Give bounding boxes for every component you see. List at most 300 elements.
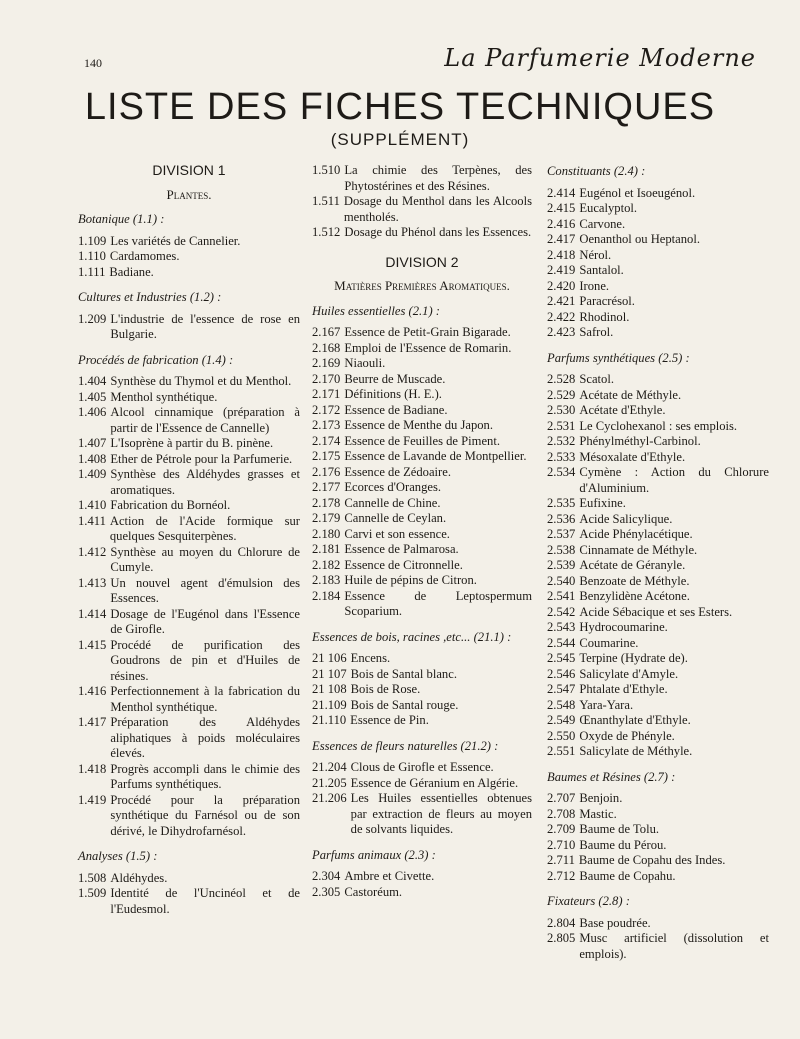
entry-title: Benzylidène Acétone. <box>579 589 690 603</box>
list-item <box>78 405 300 436</box>
list-item <box>547 496 769 512</box>
list-item <box>547 791 769 807</box>
entry-number: 1.511 <box>312 194 340 208</box>
list-item <box>547 263 769 279</box>
list-item <box>547 310 769 326</box>
entry-number: 1.407 <box>78 436 107 450</box>
entry-title: Alcool cinnamique (préparation à partir de l'Essence de Cannelle) <box>110 405 300 435</box>
entry-title: Phtalate d'Ethyle. <box>579 682 668 696</box>
section-heading: Analyses (1.5) : <box>78 849 158 863</box>
entry-number: 2.172 <box>312 402 341 417</box>
list-item <box>78 607 300 638</box>
entry-title: Huile de pépins de Citron. <box>344 573 477 587</box>
entry-number: 1.409 <box>78 467 107 481</box>
entry-number: 2.544 <box>547 635 576 650</box>
list-item <box>312 449 532 465</box>
list-item <box>78 234 300 250</box>
entry-number: 2.707 <box>547 791 576 805</box>
entry-number: 2.305 <box>312 884 341 899</box>
entry-title: Acide Salicylique. <box>579 511 673 526</box>
list-item <box>78 793 300 840</box>
entry-number: 2.422 <box>547 309 576 324</box>
entry-title: Baume de Tolu. <box>579 822 660 836</box>
entry-title: Cymène : Action du Chlorure d'Aluminium. <box>579 465 769 495</box>
entry-title: Œnanthylate d'Ethyle. <box>579 713 691 727</box>
list-item <box>78 467 300 498</box>
division-subheading: Plantes. <box>166 186 212 202</box>
entry-number: 2.177 <box>312 480 341 494</box>
entry-number: 1.406 <box>78 405 107 419</box>
entry-number: 2.805 <box>547 931 576 945</box>
list-item <box>312 698 532 714</box>
entry-number: 2.709 <box>547 822 576 836</box>
list-item <box>547 403 769 419</box>
entry-title: Essence de Citronnelle. <box>344 557 463 572</box>
entry-title: Acétate d'Ethyle. <box>579 403 666 417</box>
entry-number: 2.538 <box>547 542 576 557</box>
entry-number: 1.510 <box>312 163 341 177</box>
section-heading: Constituants (2.4) : <box>547 164 646 178</box>
entry-title: Baume de Copahu. <box>579 868 676 883</box>
entry-number: 1.415 <box>78 637 107 652</box>
entry-number: 2.545 <box>547 651 576 665</box>
entry-number: 1.209 <box>78 311 107 326</box>
entry-title: Perfectionnement à la fabrication du Menthol synthétique. <box>110 684 300 714</box>
entry-title: Nérol. <box>579 247 612 262</box>
entry-title: Eucalyptol. <box>579 201 638 215</box>
entry-number: 2.170 <box>312 371 341 386</box>
list-item <box>547 279 769 295</box>
list-item <box>312 387 532 403</box>
entry-number: 2.550 <box>547 728 576 743</box>
section-heading: Essences de bois, racines ,etc... (21.1) : <box>312 629 512 644</box>
entry-title: Procédé de purification des Goudrons de pin et d'Huiles de résines. <box>110 637 300 683</box>
entry-title: Carvone. <box>579 216 626 231</box>
entry-number: 2.543 <box>547 620 576 634</box>
division-subheading: Matières Premières Aromatiques. <box>334 278 510 293</box>
entry-number: 2.528 <box>547 372 576 386</box>
entry-number: 1.417 <box>78 715 107 729</box>
entry-title: Menthol synthétique. <box>110 389 218 404</box>
list-item <box>78 514 300 545</box>
entry-number: 2.418 <box>547 247 576 262</box>
entry-number: 21.204 <box>312 760 347 774</box>
entry-number: 2.536 <box>547 511 576 526</box>
entry-number: 1.111 <box>78 264 106 279</box>
entry-title: Beurre de Muscade. <box>344 371 446 386</box>
entry-title: Définitions (H. E.). <box>344 387 442 401</box>
entry-number: 2.712 <box>547 868 576 883</box>
entry-number: 2.423 <box>547 325 576 339</box>
entry-number: 2.548 <box>547 697 576 712</box>
list-item <box>312 791 532 838</box>
entry-title: Irone. <box>579 278 610 293</box>
entry-title: Salicylate d'Amyle. <box>579 666 679 681</box>
column-2 <box>312 163 532 900</box>
entry-title: Yara-Yara. <box>579 697 634 712</box>
list-item <box>547 589 769 605</box>
list-item <box>547 931 769 962</box>
page-title: LISTE DES FICHES TECHNIQUES <box>84 86 716 128</box>
entry-title: Essence de Menthe du Japon. <box>344 418 493 432</box>
entry-number: 2.710 <box>547 837 576 852</box>
list-item <box>312 496 532 512</box>
entry-number: 2.540 <box>547 573 576 588</box>
entry-title: Castoréum. <box>344 884 403 899</box>
entry-title: Essence de Feuilles de Piment. <box>344 433 500 448</box>
entry-title: La chimie des Terpènes, des Phytostérines et des Résines. <box>344 163 532 193</box>
entry-title: Le Cyclohexanol : ses emplois. <box>579 418 738 433</box>
entry-title: Bois de Santal blanc. <box>350 666 457 681</box>
list-item <box>547 465 769 496</box>
entry-title: Emploi de l'Essence de Romarin. <box>344 340 512 355</box>
entry-number: 2.180 <box>312 526 341 541</box>
entry-number: 1.408 <box>78 451 107 466</box>
section-heading: Procédés de fabrication (1.4) : <box>78 352 234 367</box>
entry-title: Base poudrée. <box>579 915 651 930</box>
list-item <box>312 589 532 620</box>
list-item <box>312 527 532 543</box>
entry-title: Essence de Petit-Grain Bigarade. <box>344 325 511 339</box>
list-item <box>312 885 532 901</box>
entry-title: Mésoxalate d'Ethyle. <box>579 449 686 464</box>
list-item <box>547 869 769 885</box>
list-item <box>312 356 532 372</box>
entry-title: Safrol. <box>579 325 614 339</box>
entry-number: 1.410 <box>78 498 107 512</box>
list-item <box>547 201 769 217</box>
column-1 <box>78 163 300 917</box>
entry-title: Cannelle de Chine. <box>344 495 441 510</box>
entry-number: 2.416 <box>547 216 576 231</box>
entry-title: Essence de Leptospermum Scoparium. <box>344 588 532 618</box>
list-item <box>547 527 769 543</box>
list-item <box>312 465 532 481</box>
entry-number: 2.531 <box>547 418 576 433</box>
entry-title: Carvi et son essence. <box>344 526 450 541</box>
list-item <box>547 574 769 590</box>
entry-number: 1.512 <box>312 225 341 239</box>
entry-title: Musc artificiel (dissolution et emplois). <box>579 931 769 961</box>
entry-title: Essence de Pin. <box>350 713 429 727</box>
entry-number: 2.541 <box>547 589 576 603</box>
division-heading: DIVISION 2 <box>385 253 459 270</box>
list-item <box>78 390 300 406</box>
entry-title: Cinnamate de Méthyle. <box>579 542 698 557</box>
list-item <box>547 294 769 310</box>
entry-number: 1.404 <box>78 374 107 388</box>
list-item <box>78 374 300 390</box>
list-item <box>78 886 300 917</box>
entry-number: 1.416 <box>78 684 107 698</box>
entry-number: 21.205 <box>312 775 347 790</box>
list-item <box>312 760 532 776</box>
entry-title: Ecorces d'Oranges. <box>344 480 442 494</box>
list-item <box>78 452 300 468</box>
entry-title: Eufixine. <box>579 496 626 510</box>
list-item <box>547 450 769 466</box>
list-item <box>312 511 532 527</box>
list-item <box>547 434 769 450</box>
list-item <box>547 388 769 404</box>
section-heading: Fixateurs (2.8) : <box>547 894 630 908</box>
section-heading: Parfums synthétiques (2.5) : <box>547 350 690 365</box>
entry-number: 1.509 <box>78 886 107 900</box>
list-item <box>547 916 769 932</box>
list-item <box>312 869 532 885</box>
list-item <box>312 667 532 683</box>
entry-number: 1.508 <box>78 870 107 885</box>
list-item <box>547 605 769 621</box>
entry-title: Dosage de l'Eugénol dans l'Essence de Girofle. <box>110 606 300 636</box>
entry-title: Préparation des Aldéhydes aliphatiques à poids moléculaires élevés. <box>110 715 300 760</box>
entry-title: Phénylméthyl-Carbinol. <box>579 434 701 448</box>
entry-title: Dosage du Phénol dans les Essences. <box>344 225 532 239</box>
section-heading: Essences de fleurs naturelles (21.2) : <box>312 738 499 753</box>
entry-number: 21.110 <box>312 713 347 727</box>
entry-number: 2.711 <box>547 853 575 867</box>
entry-number: 2.176 <box>312 464 341 479</box>
entry-title: Mastic. <box>579 806 617 821</box>
list-item <box>78 265 300 281</box>
list-item <box>78 762 300 793</box>
list-item <box>78 871 300 887</box>
list-item <box>312 194 532 225</box>
list-item <box>547 186 769 202</box>
entry-title: Hydrocoumarine. <box>579 620 668 634</box>
entry-title: Les variétés de Cannelier. <box>110 233 241 248</box>
entry-number: 2.534 <box>547 465 576 479</box>
entry-number: 2.535 <box>547 496 576 510</box>
section-heading: Huiles essentielles (2.1) : <box>312 303 441 318</box>
entry-number: 2.168 <box>312 340 341 355</box>
entry-number: 2.551 <box>547 744 576 758</box>
entry-number: 2.183 <box>312 573 341 587</box>
entry-number: 2.533 <box>547 449 576 464</box>
entry-number: 2.181 <box>312 542 341 556</box>
entry-title: Fabrication du Bornéol. <box>110 498 231 512</box>
entry-title: Eugénol et Isoeugénol. <box>579 185 696 200</box>
entry-title: Acétate de Méthyle. <box>579 387 682 402</box>
list-item <box>312 403 532 419</box>
entry-title: Rhodinol. <box>579 309 630 324</box>
entry-title: Essence de Zédoaire. <box>344 464 451 479</box>
entry-title: Bois de Santal rouge. <box>350 697 459 712</box>
entry-number: 2.174 <box>312 433 341 448</box>
list-item <box>547 543 769 559</box>
entry-number: 2.542 <box>547 604 576 619</box>
entry-number: 1.413 <box>78 575 107 590</box>
entry-number: 2.304 <box>312 869 341 883</box>
list-item <box>78 638 300 685</box>
entry-title: L'industrie de l'essence de rose en Bulgarie. <box>110 311 300 341</box>
entry-title: Terpine (Hydrate de). <box>579 651 688 665</box>
entry-number: 2.175 <box>312 449 341 463</box>
list-item <box>312 372 532 388</box>
entry-number: 1.414 <box>78 606 107 621</box>
list-item <box>547 807 769 823</box>
entry-number: 21.109 <box>312 697 347 712</box>
list-item <box>547 713 769 729</box>
entry-number: 21 106 <box>312 651 347 665</box>
entry-title: Dosage du Menthol dans les Alcools mentholés. <box>343 194 532 224</box>
entry-number: 2.182 <box>312 557 341 572</box>
entry-title: Identité de l'Uncinéol et de l'Eudesmol. <box>110 886 300 916</box>
entry-title: Cannelle de Ceylan. <box>344 511 447 525</box>
entry-number: 2.179 <box>312 511 341 525</box>
list-item <box>78 576 300 607</box>
entry-number: 21 108 <box>312 682 347 696</box>
list-item <box>78 498 300 514</box>
entry-title: Paracrésol. <box>579 294 635 308</box>
entry-number: 2.804 <box>547 915 576 930</box>
entry-number: 1.110 <box>78 249 106 263</box>
list-item <box>312 418 532 434</box>
entry-number: 2.532 <box>547 434 576 448</box>
column-3 <box>547 154 769 962</box>
list-item <box>547 217 769 233</box>
list-item <box>547 372 769 388</box>
entry-number: 2.169 <box>312 356 341 370</box>
entry-number: 1.418 <box>78 761 107 776</box>
list-item <box>547 838 769 854</box>
section-heading: Parfums animaux (2.3) : <box>312 847 436 862</box>
entry-number: 2.415 <box>547 201 576 215</box>
entry-number: 2.171 <box>312 387 341 401</box>
list-item <box>547 651 769 667</box>
list-item <box>547 729 769 745</box>
section-heading: Botanique (1.1) : <box>78 212 165 226</box>
list-item <box>78 436 300 452</box>
spacer <box>312 241 532 255</box>
entry-number: 2.547 <box>547 682 576 696</box>
page-subtitle: (SUPPLÉMENT) <box>330 130 470 149</box>
list-item <box>312 434 532 450</box>
list-item <box>312 542 532 558</box>
entry-title: Acide Phénylacétique. <box>579 527 693 541</box>
entry-title: Essence de Lavande de Montpellier. <box>344 449 527 463</box>
list-item <box>547 232 769 248</box>
list-item <box>78 249 300 265</box>
entry-title: Baume de Copahu des Indes. <box>578 853 726 867</box>
entry-number: 2.414 <box>547 185 576 200</box>
entry-title: Badiane. <box>109 264 154 279</box>
entry-title: Scatol. <box>579 372 614 386</box>
list-item <box>312 558 532 574</box>
list-item <box>547 512 769 528</box>
section-heading: Cultures et Industries (1.2) : <box>78 290 222 304</box>
entry-number: 2.529 <box>547 387 576 402</box>
list-item <box>547 636 769 652</box>
entry-number: 2.421 <box>547 294 576 308</box>
list-item <box>547 853 769 869</box>
entry-number: 2.419 <box>547 263 576 277</box>
section-heading: Baumes et Résines (2.7) : <box>547 769 676 784</box>
entry-number: 2.167 <box>312 325 341 339</box>
entry-number: 1.412 <box>78 544 107 559</box>
list-item <box>312 225 532 241</box>
list-item <box>547 822 769 838</box>
entry-title: Baume du Pérou. <box>579 837 667 852</box>
list-item <box>547 667 769 683</box>
entry-title: Benzoate de Méthyle. <box>579 573 690 588</box>
entry-title: L'Isoprène à partir du B. pinène. <box>110 436 274 450</box>
entry-title: Bois de Rose. <box>350 682 421 696</box>
list-item <box>312 325 532 341</box>
entry-number: 2.537 <box>547 527 576 541</box>
entry-title: Essence de Badiane. <box>344 402 448 417</box>
entry-title: Salicylate de Méthyle. <box>579 744 693 758</box>
entry-title: Benjoin. <box>579 791 623 805</box>
entry-title: Essence de Palmarosa. <box>344 542 459 556</box>
entry-title: Synthèse au moyen du Chlorure de Cumyle. <box>110 544 300 574</box>
list-item <box>78 545 300 576</box>
entry-number: 1.109 <box>78 233 107 248</box>
entry-title: Synthèse des Aldéhydes grasses et aromatiques. <box>110 467 300 497</box>
entry-number: 2.178 <box>312 495 341 510</box>
list-item <box>547 248 769 264</box>
entry-title: Acétate de Géranyle. <box>579 558 686 572</box>
entry-number: 2.708 <box>547 806 576 821</box>
list-item <box>78 715 300 762</box>
entry-title: Action de l'Acide formique sur quelques Sesquiterpènes. <box>109 513 300 543</box>
entry-title: Oenanthol ou Heptanol. <box>579 232 701 246</box>
entry-number: 2.549 <box>547 713 576 727</box>
list-item <box>547 744 769 760</box>
entry-number: 21 107 <box>312 666 347 681</box>
list-item <box>312 776 532 792</box>
list-item <box>547 558 769 574</box>
entry-title: Procédé pour la préparation synthétique du Farnésol ou de son dérivé, le Dihydrofarnésol. <box>110 792 300 838</box>
entry-title: Progrès accompli dans le chimie des Parfums synthétiques. <box>110 761 300 791</box>
entry-title: Clous de Girofle et Essence. <box>350 760 494 774</box>
entry-number: 1.405 <box>78 389 107 404</box>
list-item <box>312 573 532 589</box>
entry-title: Un nouvel agent d'émulsion des Essences. <box>110 575 300 605</box>
entry-title: Ambre et Civette. <box>344 869 435 883</box>
entry-number: 1.411 <box>78 513 106 528</box>
entry-title: Encens. <box>350 651 391 665</box>
list-item <box>312 651 532 667</box>
list-item <box>312 480 532 496</box>
entry-title: Ether de Pétrole pour la Parfumerie. <box>110 451 293 466</box>
entry-number: 21.206 <box>312 791 347 805</box>
journal-masthead: La Parfumerie Moderne <box>444 44 756 72</box>
entry-title: Cardamomes. <box>109 249 180 263</box>
entry-title: Oxyde de Phényle. <box>579 728 675 743</box>
list-item <box>78 684 300 715</box>
list-item <box>547 620 769 636</box>
list-item <box>312 713 532 729</box>
list-item <box>547 698 769 714</box>
entry-title: Aldéhydes. <box>110 870 168 885</box>
entry-number: 2.539 <box>547 558 576 572</box>
entry-title: Acide Sébacique et ses Esters. <box>579 604 733 619</box>
entry-title: Coumarine. <box>579 635 639 650</box>
list-item <box>78 312 300 343</box>
list-item <box>547 682 769 698</box>
entry-number: 2.417 <box>547 232 576 246</box>
entry-title: Santalol. <box>579 263 624 277</box>
page-number: 140 <box>84 56 102 70</box>
entry-title: Essence de Géranium en Algérie. <box>350 775 519 790</box>
list-item <box>312 163 532 194</box>
list-item <box>547 325 769 341</box>
entry-title: Synthèse du Thymol et du Menthol. <box>110 374 292 388</box>
list-item <box>547 419 769 435</box>
entry-number: 2.420 <box>547 278 576 293</box>
list-item <box>312 341 532 357</box>
